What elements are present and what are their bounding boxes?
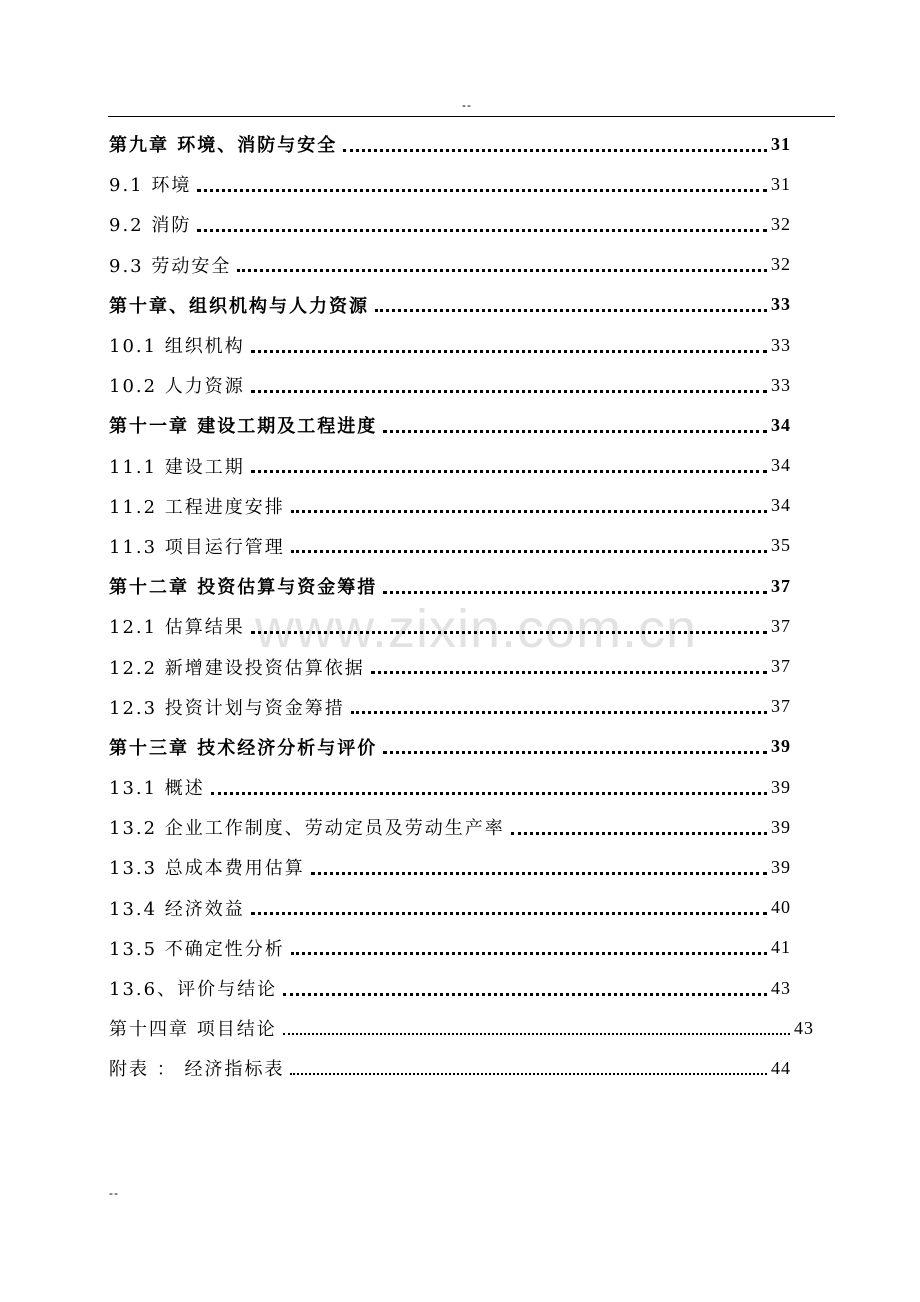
toc-dot-leader bbox=[283, 993, 767, 996]
toc-entry-title: 11.3 项目运行管理 bbox=[109, 536, 285, 558]
toc-entry[interactable] bbox=[109, 606, 791, 646]
toc-entry[interactable] bbox=[109, 767, 791, 807]
toc-dot-leader bbox=[351, 711, 767, 714]
toc-entry-title: 12.3 投资计划与资金筹措 bbox=[109, 697, 345, 719]
toc-dot-leader bbox=[251, 631, 767, 634]
toc-entry-title: 13.2 企业工作制度、劳动定员及劳动生产率 bbox=[109, 818, 505, 840]
toc-entry[interactable] bbox=[109, 164, 791, 204]
toc-entry-title: 附表 ： 经济指标表 bbox=[109, 1059, 285, 1081]
toc-entry-title: 10.1 组织机构 bbox=[109, 336, 245, 358]
toc-entry-title: 13.4 经济效益 bbox=[109, 898, 245, 920]
toc-entry-title: 13.3 总成本费用估算 bbox=[109, 858, 305, 880]
toc-entry-page-number: 43 bbox=[771, 977, 791, 998]
toc-entry[interactable] bbox=[109, 1008, 814, 1048]
toc-entry-title: 第十二章 投资估算与资金筹措 bbox=[109, 577, 378, 599]
toc-entry[interactable] bbox=[109, 285, 791, 325]
toc-entry-page-number: 31 bbox=[771, 173, 791, 194]
toc-dot-leader bbox=[251, 470, 767, 473]
toc-dot-leader bbox=[343, 149, 767, 152]
toc-entry-page-number: 34 bbox=[771, 495, 791, 516]
toc-entry[interactable] bbox=[109, 727, 791, 767]
toc-entry-page-number: 37 bbox=[771, 615, 791, 636]
toc-dot-leader bbox=[291, 952, 767, 955]
toc-dot-leader bbox=[291, 550, 767, 553]
footer-mark: -- bbox=[109, 1186, 119, 1200]
toc-entry-page-number: 33 bbox=[771, 294, 791, 315]
toc-dot-leader bbox=[383, 591, 767, 594]
toc-entry-title: 13.1 概述 bbox=[109, 778, 205, 800]
toc-entry-page-number: 37 bbox=[771, 656, 791, 677]
toc-entry[interactable] bbox=[109, 847, 791, 887]
toc-entry[interactable] bbox=[109, 446, 791, 486]
toc-entry-page-number: 32 bbox=[771, 213, 791, 234]
toc-entry[interactable] bbox=[109, 1048, 791, 1088]
toc-dot-leader bbox=[251, 350, 767, 353]
toc-entry[interactable] bbox=[109, 526, 791, 566]
toc-entry-title: 12.1 估算结果 bbox=[109, 617, 245, 639]
toc-entry-page-number: 33 bbox=[771, 374, 791, 395]
toc-entry[interactable] bbox=[109, 646, 791, 686]
toc-dot-leader bbox=[251, 912, 767, 915]
toc-dot-leader bbox=[237, 269, 767, 272]
toc-dot-leader bbox=[311, 872, 767, 875]
toc-dot-leader bbox=[291, 510, 767, 513]
toc-dot-leader bbox=[383, 430, 767, 433]
toc-entry-title: 10.2 人力资源 bbox=[109, 376, 245, 398]
toc-entry[interactable] bbox=[109, 204, 791, 244]
toc-entry-page-number: 39 bbox=[771, 776, 791, 797]
toc-entry-page-number: 39 bbox=[771, 816, 791, 837]
toc-entry-title: 第十一章 建设工期及工程进度 bbox=[109, 416, 378, 438]
toc-entry-page-number: 34 bbox=[771, 414, 791, 435]
toc-entry[interactable] bbox=[109, 807, 791, 847]
toc-dot-leader bbox=[371, 671, 767, 674]
toc-entry-page-number: 31 bbox=[771, 133, 791, 154]
toc-entry-page-number: 40 bbox=[771, 897, 791, 918]
toc-entry-title: 12.2 新增建设投资估算依据 bbox=[109, 657, 365, 679]
toc-entry-title: 13.5 不确定性分析 bbox=[109, 938, 285, 960]
toc-entry-page-number: 44 bbox=[771, 1057, 791, 1078]
watermark: www.zixin.com.cn bbox=[255, 599, 698, 659]
toc-entry[interactable] bbox=[109, 365, 791, 405]
toc-dot-leader bbox=[283, 1033, 790, 1035]
toc-entry[interactable] bbox=[109, 245, 791, 285]
toc-entry-title: 第九章 环境、消防与安全 bbox=[109, 135, 338, 157]
header-rule bbox=[108, 116, 835, 117]
toc-entry-title: 第十章、组织机构与人力资源 bbox=[109, 295, 369, 317]
toc-entry[interactable] bbox=[109, 888, 791, 928]
toc-entry-page-number: 43 bbox=[794, 1017, 814, 1038]
toc-entry-page-number: 33 bbox=[771, 334, 791, 355]
toc-entry-title: 第十三章 技术经济分析与评价 bbox=[109, 737, 378, 759]
toc-entry-title: 9.3 劳动安全 bbox=[109, 255, 232, 277]
header-mark: -- bbox=[462, 98, 472, 112]
toc-entry[interactable] bbox=[109, 124, 791, 164]
table-of-contents bbox=[109, 124, 814, 1089]
toc-entry-title: 13.6、评价与结论 bbox=[109, 979, 278, 1001]
toc-dot-leader bbox=[375, 309, 767, 312]
toc-entry[interactable] bbox=[109, 968, 791, 1008]
toc-dot-leader bbox=[511, 832, 767, 835]
toc-entry[interactable] bbox=[109, 928, 791, 968]
toc-entry-page-number: 41 bbox=[771, 937, 791, 958]
toc-entry-title: 11.2 工程进度安排 bbox=[109, 496, 285, 518]
toc-entry-title: 9.2 消防 bbox=[109, 215, 192, 237]
toc-entry-title: 11.1 建设工期 bbox=[109, 456, 245, 478]
toc-entry[interactable] bbox=[109, 405, 791, 445]
toc-entry-page-number: 37 bbox=[771, 696, 791, 717]
toc-dot-leader bbox=[211, 792, 767, 795]
toc-dot-leader bbox=[197, 189, 767, 192]
toc-dot-leader bbox=[251, 390, 767, 393]
toc-entry-title: 第十四章 项目结论 bbox=[109, 1019, 277, 1041]
toc-entry[interactable] bbox=[109, 566, 791, 606]
toc-entry-page-number: 39 bbox=[771, 736, 791, 757]
toc-entry-page-number: 37 bbox=[771, 575, 791, 596]
toc-entry-page-number: 34 bbox=[771, 455, 791, 476]
toc-entry[interactable] bbox=[109, 687, 791, 727]
toc-dot-leader bbox=[383, 751, 767, 754]
toc-entry[interactable] bbox=[109, 486, 791, 526]
toc-dot-leader bbox=[290, 1073, 767, 1075]
toc-entry-page-number: 32 bbox=[771, 254, 791, 275]
toc-entry-title: 9.1 环境 bbox=[109, 175, 192, 197]
toc-entry-page-number: 39 bbox=[771, 856, 791, 877]
toc-entry[interactable] bbox=[109, 325, 791, 365]
toc-entry-page-number: 35 bbox=[771, 535, 791, 556]
toc-dot-leader bbox=[197, 229, 767, 232]
